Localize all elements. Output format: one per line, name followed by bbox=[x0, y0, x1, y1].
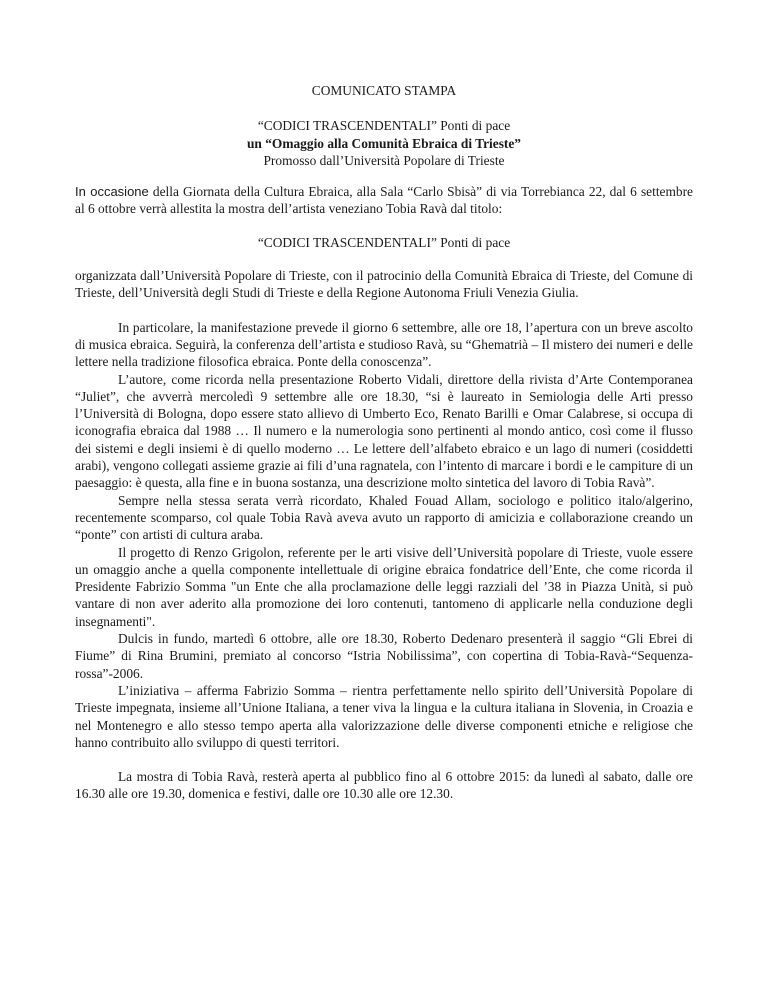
closing-paragraph: La mostra di Tobia Ravà, resterà aperta al pubblico fino al 6 ottobre 2015: da lunedì al sabato, dalle ore 16.30 alle ore 19.30, domenica e festivi, dalle ore 10.30 alle ore 12.30. bbox=[75, 769, 693, 802]
press-release-page bbox=[75, 82, 693, 803]
body-paragraph-project: Il progetto di Renzo Grigolon, referente per le arti visive dell’Università popolare di Trieste, vuole essere un omaggio anche a quella componente intellettuale di origine ebraica fondatrice dell’Ente, che come ricorda il Presidente Fabrizio Somma "un Ente che alla proclamazione delle leggi razziali del ’38 in Piazza Unità, si può vantare di non aver aderito alla promozione dei loro contenuti, tantomeno di applicarle nella conduzione degli insegnamenti". bbox=[75, 544, 693, 629]
document-title: COMUNICATO STAMPA bbox=[311, 83, 457, 98]
heading-line-promoter: Promosso dall’Università Popolare di Trieste bbox=[263, 152, 505, 168]
organization-paragraph: organizzata dall’Università Popolare di Trieste, con il patrocinio della Comunità Ebraica di Trieste, del Comune di Trieste, dell’Università degli Studi di Trieste e della Regione Autonoma Friuli Venezia Giulia. bbox=[75, 268, 693, 301]
body-paragraph-author: L’autore, come ricorda nella presentazione Roberto Vidali, direttore della rivista d’Arte Contemporanea “Juliet”, che avverrà mercoledì 9 settembre alle ore 18.30, “si è laureato in Semiologia delle Arti presso l’Università di Bologna, dopo essere stato allievo di Umberto Eco, Renato Barilli e Omar Calabrese, si occupa di iconografia ebraica dal 1988 … Il numero e la numerologia sono pertinenti al mondo antico, così come il flusso dei sistemi e degli insiemi è di quello moderno … Le lettere dell’alfabeto ebraico e un lago di numeri (cosiddetti arabi), vengono collegati assieme grazie ai fili d’una ragnatela, con l’intento di marcare i bordi e le campiture di un paesaggio: è questa, alla fine e in buona sostanza, una descrizione molto sintetica del lavoro di Tobia Ravà”. bbox=[75, 371, 693, 491]
heading-line-homage: un “Omaggio alla Comunità Ebraica di Trieste” bbox=[246, 135, 522, 151]
body-paragraph-book: Dulcis in fundo, martedì 6 ottobre, alle ore 18.30, Roberto Dedenaro presenterà il saggio “Gli Ebrei di Fiume” di Rina Brumini, premiato al concorso “Istria Nobilissima”, con copertina di Tobia-Ravà-“Sequenza-rossa”-2006. bbox=[75, 631, 693, 681]
heading-line-exhibition: “CODICI TRASCENDENTALI” Ponti di pace bbox=[257, 118, 511, 134]
heading-block bbox=[75, 117, 693, 169]
intro-paragraph bbox=[75, 183, 693, 218]
body-paragraph-opening: In particolare, la manifestazione prevede il giorno 6 settembre, alle ore 18, l’apertura con un breve ascolto di musica ebraica. Seguirà, la conferenza dell’artista e studioso Ravà, su “Ghematrià – Il mistero dei numeri e delle lettere nella tradizione filosofica ebraica. Ponte della conoscenza”. bbox=[75, 319, 693, 370]
intro-text: della Giornata della Cultura Ebraica, alla Sala “Carlo Sbisà” di via Torrebianca 22, dal 6 settembre al 6 ottobre verrà allestita la mostra dell’artista veneziano Tobia Ravà dal titolo: bbox=[75, 184, 693, 217]
intro-lead: In occasione bbox=[75, 184, 149, 200]
exhibition-title: “CODICI TRASCENDENTALI” Ponti di pace bbox=[257, 234, 511, 250]
body-paragraph-memorial: Sempre nella stessa serata verrà ricordato, Khaled Fouad Allam, sociologo e politico italo/algerino, recentemente scomparso, col quale Tobia Ravà aveva avuto un rapporto di amicizia e collaborazione creando un “ponte” con artisti di cultura araba. bbox=[75, 492, 693, 543]
body-paragraph-initiative: L’iniziativa – afferma Fabrizio Somma – rientra perfettamente nello spirito dell’Università Popolare di Trieste impegnata, insieme all’Unione Italiana, a tener viva la lingua e la cultura italiana in Slovenia, in Croazia e nel Montenegro e allo stesso tempo aperta alla valorizzazione delle diverse componenti etniche e religiose che hanno contribuito allo sviluppo di questi territori. bbox=[75, 682, 693, 750]
